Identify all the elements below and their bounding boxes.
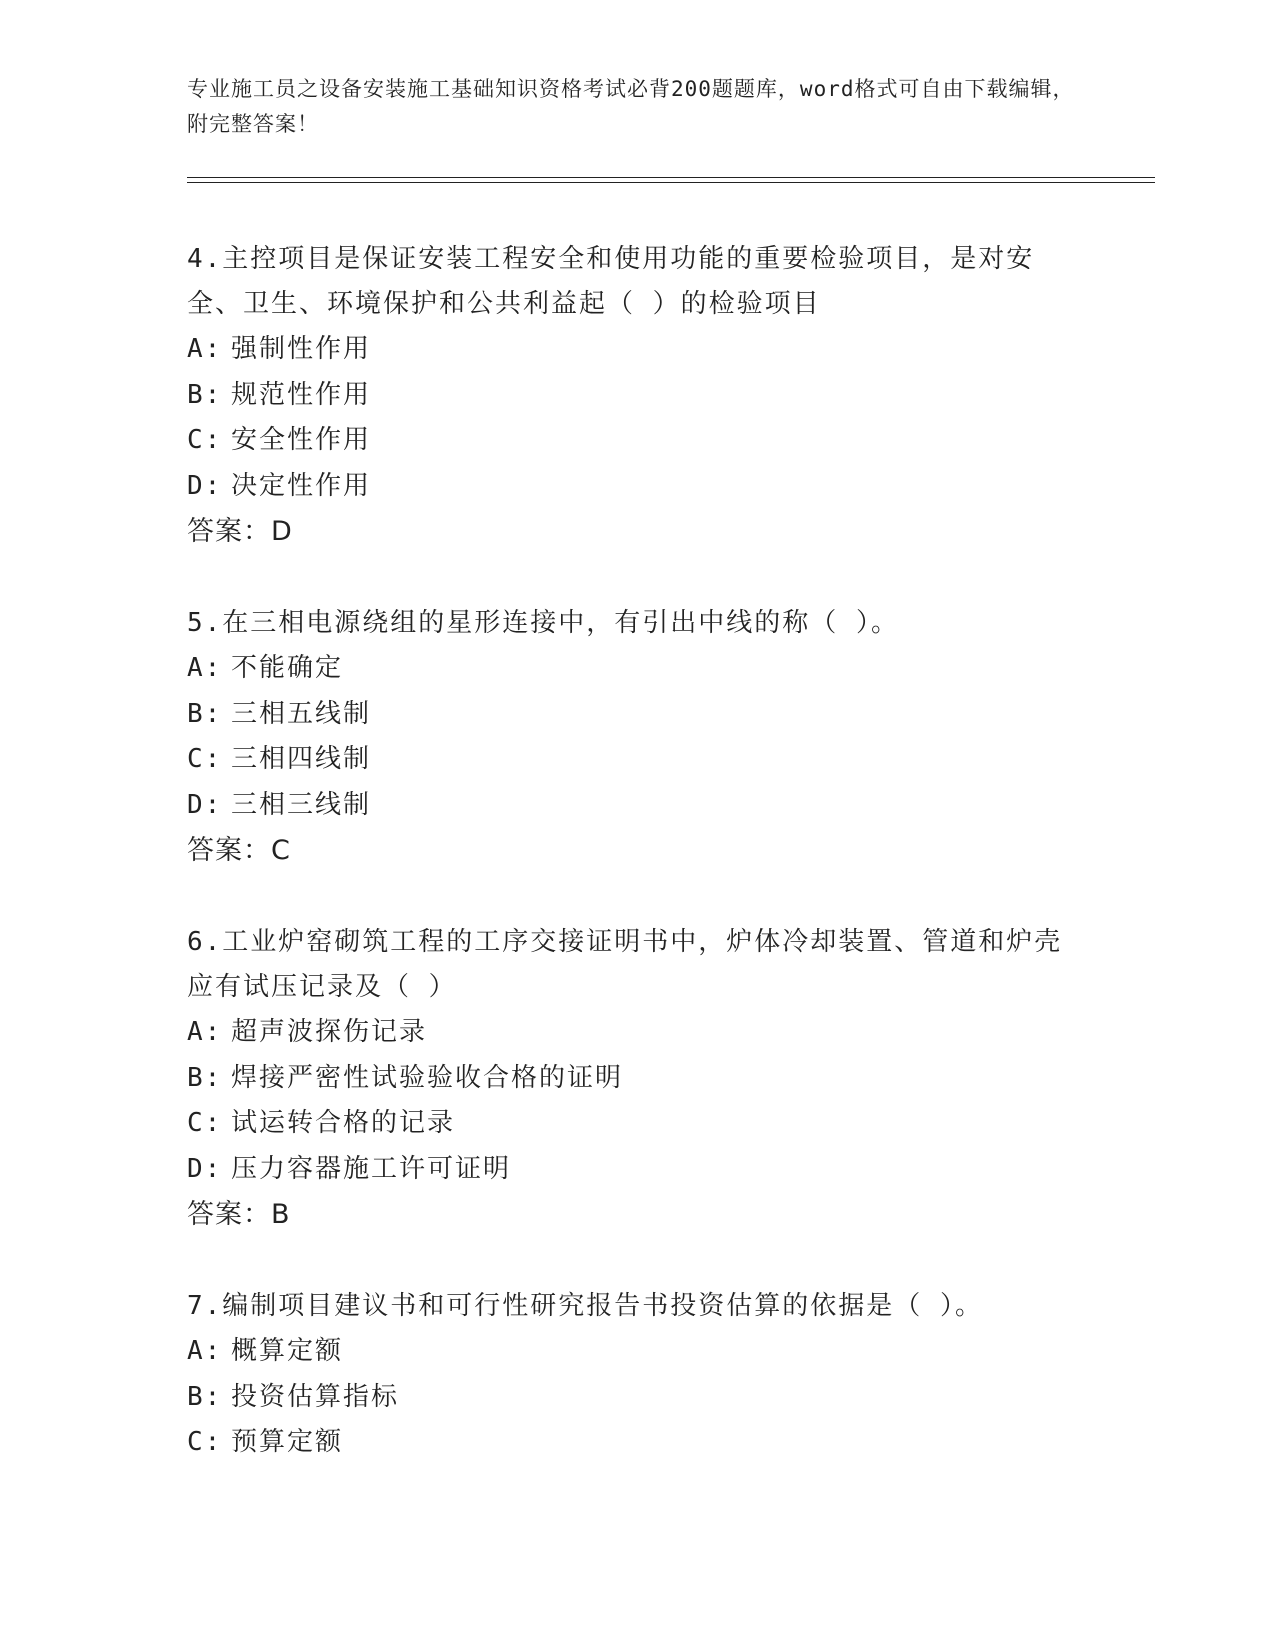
option-text: 安全性作用	[231, 425, 372, 455]
answer-line: 答案：B	[187, 1199, 291, 1230]
option-a	[187, 327, 1087, 373]
option-text: 预算定额	[231, 1427, 344, 1457]
question-7	[187, 1284, 1087, 1466]
option-b	[187, 373, 1087, 419]
option-c	[187, 418, 1087, 464]
option-d	[187, 464, 1087, 510]
header-divider-bottom	[187, 182, 1155, 183]
option-c	[187, 737, 1087, 783]
option-b	[187, 1056, 1087, 1102]
question-text: 4.主控项目是保证安装工程安全和使用功能的重要检验项目，是对安全、卫生、环境保护和公共利益起（ ）的检验项目	[187, 244, 1035, 319]
option-text: 三相四线制	[231, 744, 372, 774]
option-c	[187, 1420, 1087, 1466]
option-key: B:	[187, 379, 223, 410]
option-key: C:	[187, 425, 223, 455]
option-a	[187, 1329, 1087, 1375]
option-key: C:	[187, 744, 223, 774]
header-divider-top	[187, 177, 1155, 178]
option-d	[187, 1147, 1087, 1193]
option-text: 焊接严密性试验验收合格的证明	[231, 1062, 624, 1093]
question-5	[187, 601, 1087, 874]
question-text: 5.在三相电源绕组的星形连接中，有引出中线的称（ ）。	[187, 608, 899, 638]
answer-line: 答案：D	[187, 516, 293, 547]
option-text: 试运转合格的记录	[231, 1108, 456, 1138]
option-text: 规范性作用	[231, 379, 372, 410]
option-text: 三相三线制	[231, 789, 372, 820]
option-c	[187, 1101, 1087, 1147]
answer-line: 答案：C	[187, 835, 291, 866]
option-a	[187, 1010, 1087, 1056]
option-text: 投资估算指标	[231, 1381, 400, 1412]
option-b	[187, 1375, 1087, 1421]
option-key: A:	[187, 1336, 223, 1366]
option-a	[187, 646, 1087, 692]
option-text: 超声波探伤记录	[231, 1017, 428, 1047]
question-text: 7.编制项目建议书和可行性研究报告书投资估算的依据是（ ）。	[187, 1291, 983, 1321]
option-key: A:	[187, 334, 223, 364]
option-text: 决定性作用	[231, 470, 372, 501]
option-key: A:	[187, 1017, 223, 1047]
option-key: C:	[187, 1427, 223, 1457]
option-key: C:	[187, 1108, 223, 1138]
question-list	[187, 237, 1087, 1512]
option-key: B:	[187, 698, 223, 729]
option-key: B:	[187, 1062, 223, 1093]
option-text: 三相五线制	[231, 698, 372, 729]
option-b	[187, 692, 1087, 738]
option-key: D:	[187, 470, 223, 501]
option-d	[187, 783, 1087, 829]
option-text: 概算定额	[231, 1336, 344, 1366]
option-key: B:	[187, 1381, 223, 1412]
question-text: 6.工业炉窑砌筑工程的工序交接证明书中，炉体冷却装置、管道和炉壳应有试压记录及（ ）	[187, 927, 1063, 1002]
option-key: D:	[187, 789, 223, 820]
document-header	[187, 72, 1087, 142]
question-4	[187, 237, 1087, 555]
option-text: 不能确定	[231, 653, 344, 683]
question-6	[187, 920, 1087, 1238]
option-text: 压力容器施工许可证明	[231, 1153, 512, 1184]
option-key: D:	[187, 1153, 223, 1184]
document-title: 专业施工员之设备安装施工基础知识资格考试必背200题题库，word格式可自由下载编辑，附完整答案！	[187, 77, 1075, 136]
option-text: 强制性作用	[231, 334, 372, 364]
option-key: A:	[187, 653, 223, 683]
